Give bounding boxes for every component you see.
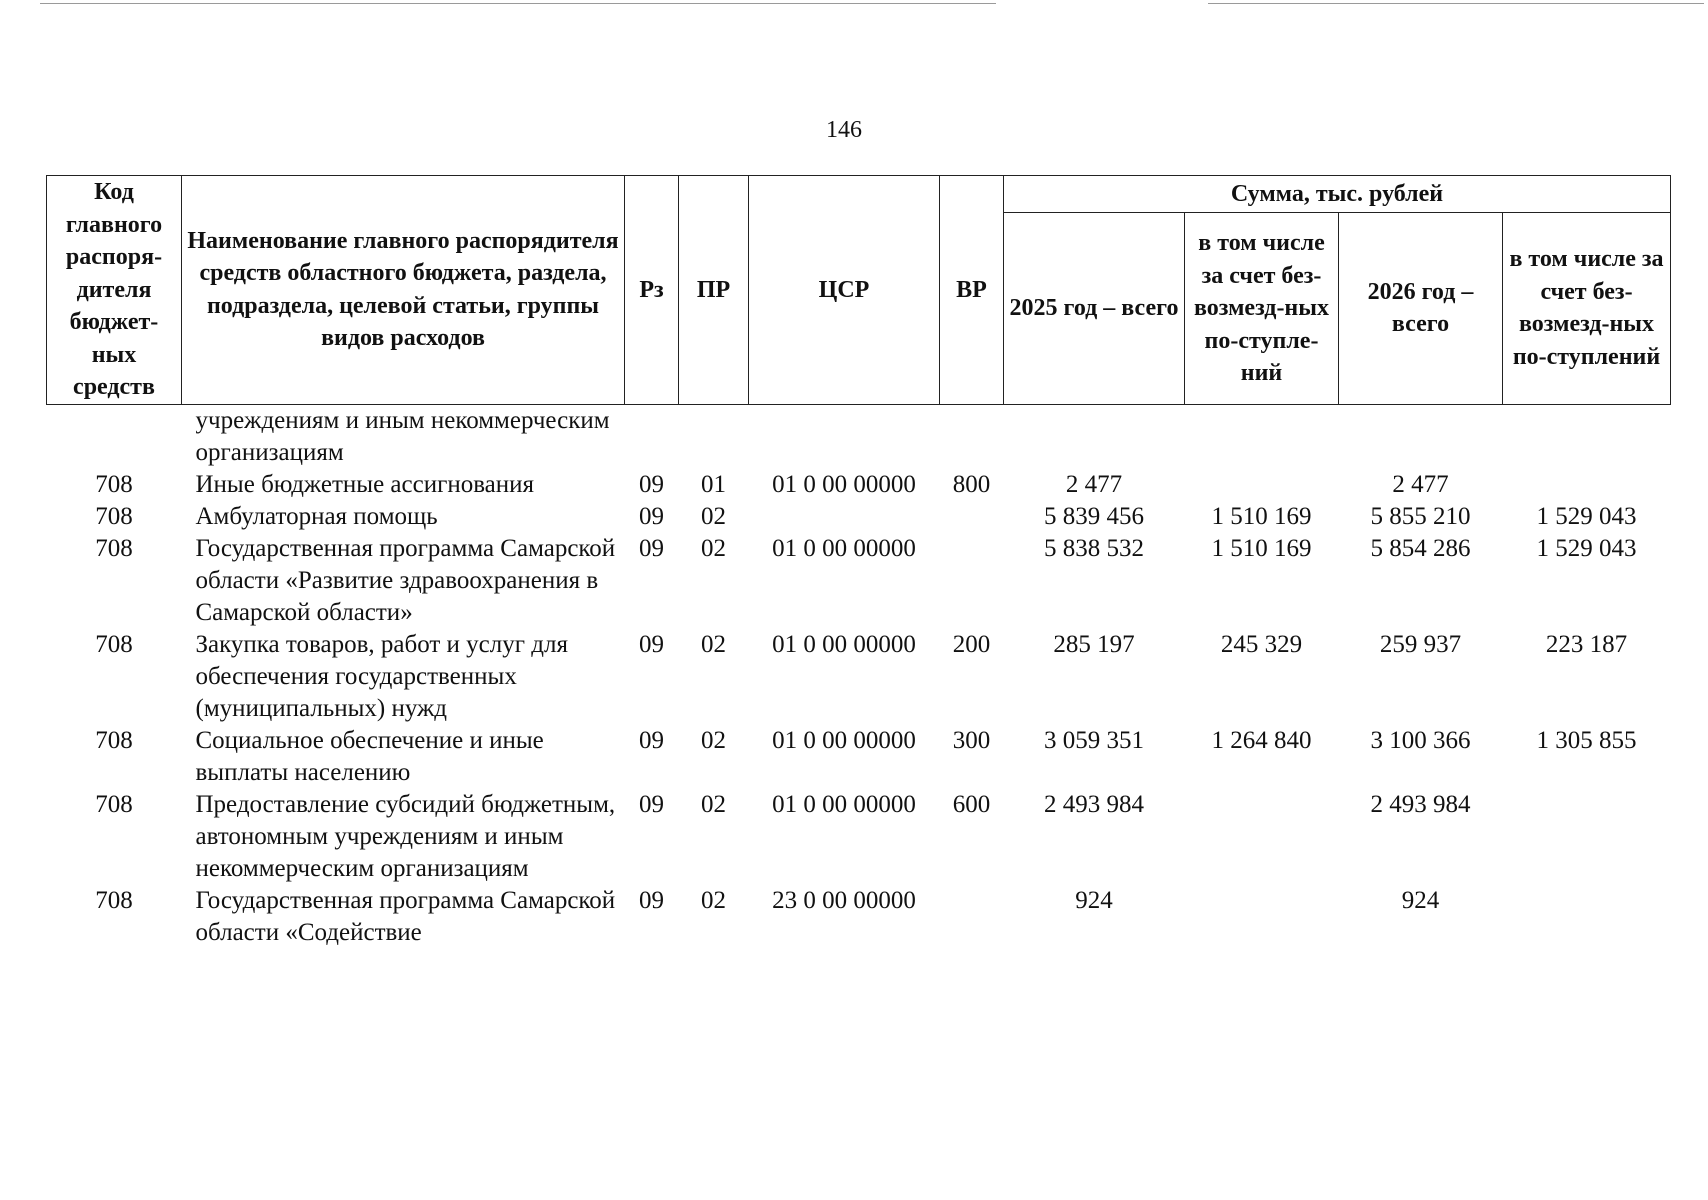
cell-2026-grants: 223 187 [1545, 630, 1628, 658]
cell-rz: 09 [639, 534, 664, 562]
cell-2025-total: 3 059 351 [1044, 726, 1144, 754]
cell-csr: 23 0 00 00000 [772, 886, 916, 914]
header-2026-total: 2026 год – всего [1339, 213, 1503, 405]
cell-code: 708 [95, 630, 133, 658]
table-row [47, 404, 1671, 469]
header-name: Наименование главного распорядителя средств областного бюджета, раздела, подраздела, целевой статьи, группы видов расходов [182, 176, 625, 405]
table-body [47, 404, 1671, 949]
cell-pr: 01 [701, 470, 726, 498]
cell-2025-grants [1185, 404, 1339, 469]
cell-rz: 09 [639, 726, 664, 754]
cell-2026-total: 5 855 210 [1370, 502, 1471, 530]
cell-csr: 01 0 00 00000 [772, 470, 916, 498]
header-2025-grants: в том числе за счет без-возмезд-ных по-ступле-ний [1185, 213, 1339, 405]
cell-name: Государственная программа Самарской области «Развитие здравоохранения в Самарской области» [195, 534, 616, 626]
cell-code: 708 [95, 534, 133, 562]
table-row [47, 885, 1671, 949]
table-row [47, 469, 1671, 501]
header-code: Код главного распоря-дителя бюджет-ных средств [47, 176, 182, 405]
cell-2026-total: 2 477 [1392, 470, 1449, 498]
cell-csr: 01 0 00 00000 [772, 534, 916, 562]
cell-csr [749, 501, 940, 533]
cell-vr: 200 [952, 630, 991, 658]
cell-pr: 02 [701, 886, 726, 914]
cell-2025-grants: 1 510 169 [1211, 534, 1312, 562]
cell-2025-total: 285 197 [1053, 630, 1135, 658]
cell-2025-grants: 1 264 840 [1211, 726, 1312, 754]
table-row [47, 501, 1671, 533]
cell-rz: 09 [639, 470, 664, 498]
cell-2025-total: 2 493 984 [1044, 790, 1144, 818]
cell-vr [940, 404, 1004, 469]
cell-code: 708 [95, 790, 133, 818]
cell-2025-grants: 1 510 169 [1211, 502, 1312, 530]
cell-vr: 300 [952, 726, 991, 754]
cell-rz: 09 [639, 502, 664, 530]
cell-2025-total: 924 [1075, 886, 1113, 914]
cell-2026-total: 924 [1401, 886, 1440, 914]
cell-csr: 01 0 00 00000 [772, 630, 916, 658]
table-row [47, 533, 1671, 629]
scan-edge-line [1208, 3, 1704, 4]
cell-2025-total: 2 477 [1065, 470, 1123, 498]
header-2026-grants: в том числе за счет без-возмезд-ных по-ступлений [1503, 213, 1671, 405]
cell-name: Иные бюджетные ассигнования [195, 470, 535, 498]
cell-code [47, 404, 182, 469]
cell-2026-grants [1503, 469, 1671, 501]
cell-name: Государственная программа Самарской области «Содействие [195, 886, 616, 946]
table-row [47, 629, 1671, 725]
cell-vr: 600 [952, 790, 991, 818]
cell-2025-total: 5 838 532 [1044, 534, 1144, 562]
cell-vr [940, 533, 1004, 629]
budget-table [46, 175, 1671, 949]
cell-pr: 02 [701, 534, 726, 562]
cell-2026-total: 259 937 [1379, 630, 1462, 658]
cell-name: Предоставление субсидий бюджетным, автономным учреждениям и иным некоммерческим организациям [195, 790, 616, 882]
cell-vr: 800 [952, 470, 991, 498]
cell-pr: 02 [701, 726, 726, 754]
cell-code: 708 [95, 726, 133, 754]
cell-name: учреждениям и иным некоммерческим организациям [195, 406, 610, 466]
cell-2025-grants [1185, 469, 1339, 501]
cell-2026-grants [1503, 789, 1671, 885]
table-row [47, 725, 1671, 789]
cell-csr: 01 0 00 00000 [772, 790, 916, 818]
header-csr: ЦСР [749, 176, 940, 405]
cell-name: Амбулаторная помощь [195, 502, 438, 530]
cell-2026-total: 2 493 984 [1370, 790, 1471, 818]
cell-name: Социальное обеспечение и иные выплаты населению [195, 726, 544, 786]
header-2025-total: 2025 год – всего [1004, 213, 1185, 405]
cell-vr [940, 885, 1004, 949]
cell-rz: 09 [639, 630, 664, 658]
cell-rz [625, 404, 679, 469]
cell-name: Закупка товаров, работ и услуг для обеспечения государственных (муниципальных) нужд [195, 630, 568, 722]
cell-code: 708 [95, 502, 133, 530]
cell-2026-total [1339, 404, 1503, 469]
cell-2026-grants [1503, 404, 1671, 469]
cell-code: 708 [95, 886, 133, 914]
scan-edge-line [40, 3, 996, 4]
cell-pr: 02 [701, 790, 726, 818]
table-row [47, 789, 1671, 885]
header-pr: ПР [679, 176, 749, 405]
cell-2025-grants [1185, 885, 1339, 949]
cell-2026-total: 3 100 366 [1370, 726, 1471, 754]
cell-2025-grants: 245 329 [1220, 630, 1303, 658]
cell-2026-grants: 1 529 043 [1536, 502, 1637, 530]
cell-2026-grants [1503, 885, 1671, 949]
cell-rz: 09 [639, 886, 664, 914]
cell-code: 708 [95, 470, 133, 498]
cell-csr [749, 404, 940, 469]
cell-2026-grants: 1 529 043 [1536, 534, 1637, 562]
header-rz: Рз [625, 176, 679, 405]
cell-2025-grants [1185, 789, 1339, 885]
cell-2026-total: 5 854 286 [1370, 534, 1471, 562]
cell-2025-total: 5 839 456 [1044, 502, 1144, 530]
cell-csr: 01 0 00 00000 [772, 726, 916, 754]
header-sum-group: Сумма, тыс. рублей [1004, 176, 1671, 213]
cell-pr: 02 [701, 630, 726, 658]
cell-vr [940, 501, 1004, 533]
cell-2025-total [1004, 404, 1185, 469]
cell-2026-grants: 1 305 855 [1536, 726, 1637, 754]
page-number: 146 [826, 117, 862, 143]
cell-rz: 09 [639, 790, 664, 818]
table-header [47, 176, 1671, 405]
cell-pr: 02 [701, 502, 726, 530]
header-vr: ВР [940, 176, 1004, 405]
cell-pr [679, 404, 749, 469]
